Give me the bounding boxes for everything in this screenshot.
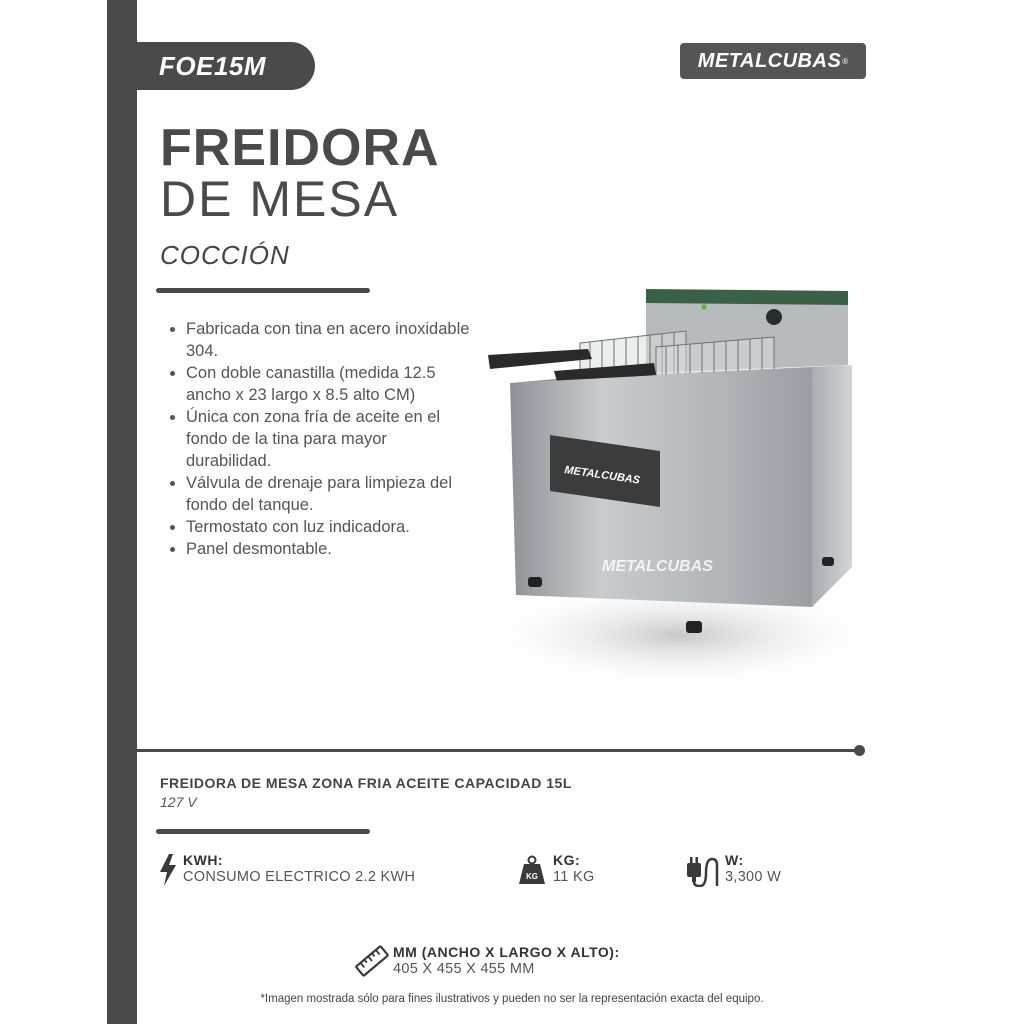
spec-w-value: 3,300 W (725, 869, 782, 885)
spec-kg (553, 852, 595, 885)
spec-kwh-label: KWH: (183, 852, 224, 868)
spec-mm (393, 944, 620, 977)
section-divider (156, 829, 370, 834)
feature-item: • Fabricada con tina en acero inoxidable 304. (186, 318, 476, 362)
section-divider-long (137, 749, 859, 752)
product-voltage: 127 V (160, 794, 197, 810)
spec-kg-label: KG: (553, 852, 581, 868)
spec-w-label: W: (725, 852, 744, 868)
left-sidebar-stripe (107, 0, 137, 1024)
registered-mark: ® (842, 56, 849, 66)
lightning-icon (158, 853, 178, 887)
divider-end-dot (854, 745, 865, 756)
basket-handle (488, 349, 592, 369)
model-badge (107, 42, 315, 90)
product-photo (460, 255, 870, 695)
spec-w (725, 852, 781, 885)
watermark-text: METALCUBAS (602, 558, 713, 575)
plate-brand-label: METALCUBAS (563, 464, 641, 487)
weight-icon (518, 855, 546, 885)
product-description: FREIDORA DE MESA ZONA FRIA ACEITE CAPACIDAD 15L (160, 775, 572, 791)
spec-mm-value: 405 X 455 X 455 MM (393, 961, 535, 977)
brand-name: METALCUBAS (697, 49, 842, 72)
spec-mm-label: MM (ANCHO X LARGO X ALTO): (393, 944, 620, 960)
spec-kwh (183, 852, 415, 885)
product-title-line1: FREIDORA (160, 119, 440, 177)
feature-item: • Termostato con luz indicadora. (186, 516, 476, 538)
model-code: FOE15M (159, 50, 267, 81)
ruler-icon (355, 944, 389, 978)
plug-icon (684, 853, 720, 887)
brand-logo (680, 43, 866, 79)
feature-list (160, 318, 476, 560)
thermostat-knob-icon (766, 309, 782, 325)
feature-item: • Panel desmontable. (186, 538, 476, 560)
disclaimer-note: *Imagen mostrada sólo para fines ilustrativos y pueden no ser la representación exacta del equipo. (260, 993, 764, 1005)
weight-icon-label: KG (526, 872, 538, 881)
feature-item: • Única con zona fría de aceite en el fondo de la tina para mayor durabilidad. (186, 406, 476, 472)
product-category: COCCIÓN (160, 240, 290, 270)
feature-item: • Válvula de drenaje para limpieza del fondo del tanque. (186, 472, 476, 516)
section-divider (156, 288, 370, 293)
spec-kg-value: 11 KG (553, 869, 595, 885)
feature-item: • Con doble canastilla (medida 12.5 ancho x 23 largo x 8.5 alto CM) (186, 362, 476, 406)
product-title-line2: DE MESA (160, 171, 400, 227)
spec-kwh-value: CONSUMO ELECTRICO 2.2 KWH (183, 869, 416, 885)
